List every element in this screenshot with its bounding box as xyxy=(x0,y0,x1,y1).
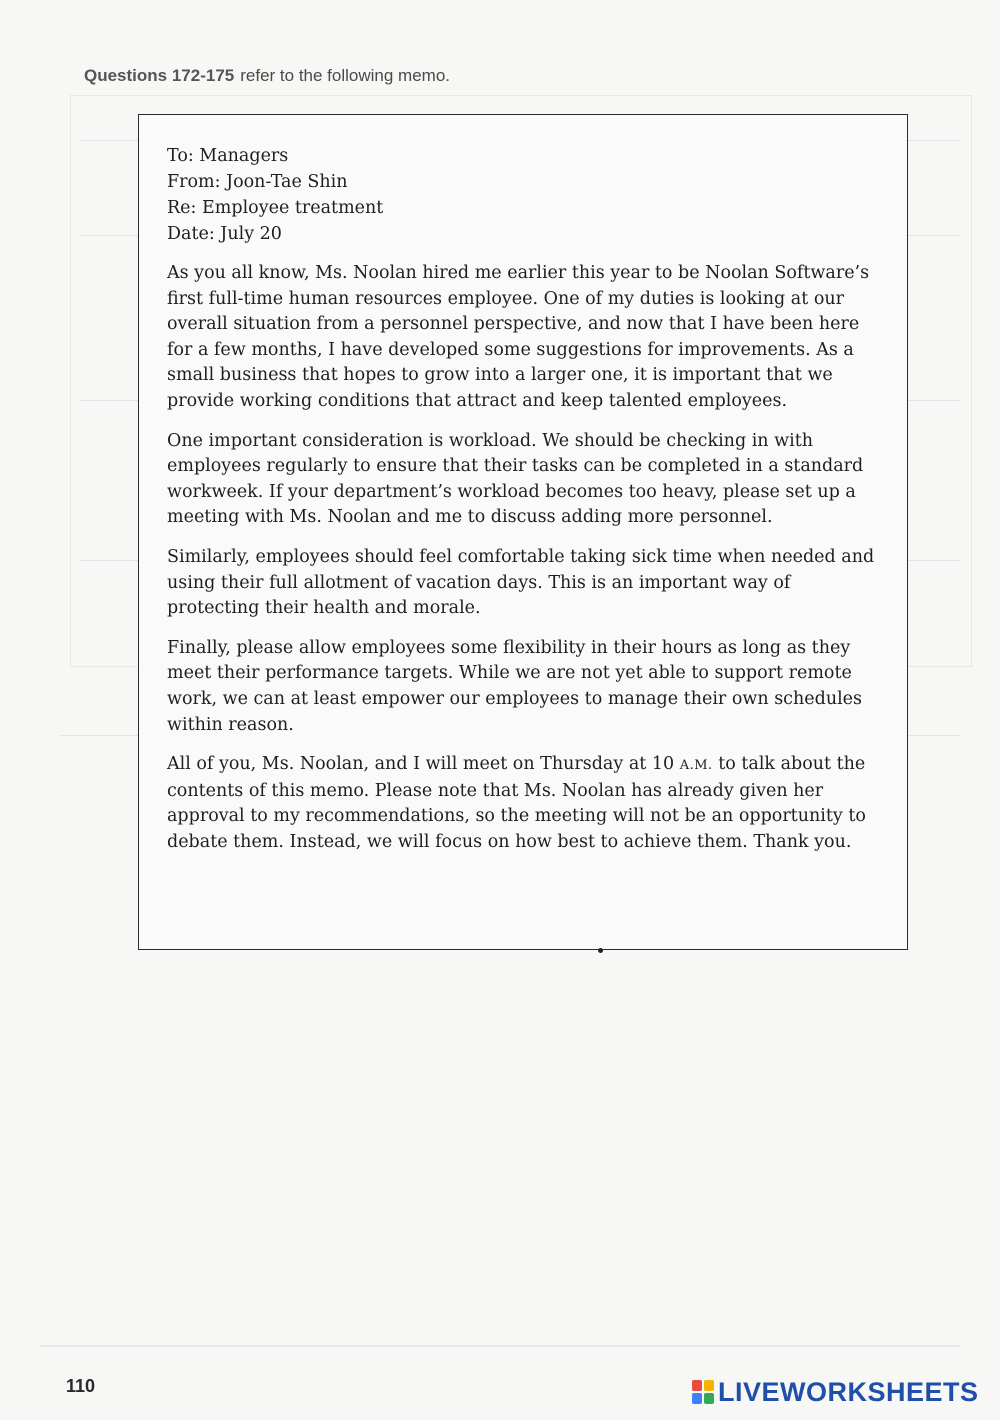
logo-tile-red xyxy=(692,1380,702,1391)
liveworksheets-brand xyxy=(692,1377,979,1407)
page-dot-mark xyxy=(598,948,603,953)
memo-paragraph-5 xyxy=(167,752,879,855)
memo-box xyxy=(138,114,908,950)
logo-tile-green xyxy=(704,1393,714,1404)
footer-rule xyxy=(40,1345,960,1347)
memo-paragraph-4: Finally, please allow employees some flexibility in their hours as long as they meet their performance targets. While we are not yet able to support remote work, we can at least empower our employees to manage their own schedules within reason. xyxy=(167,637,863,735)
memo-paragraph-3: Similarly, employees should feel comfortable taking sick time when needed and using their full allotment of vacation days. This is an important way of protecting their health and morale. xyxy=(167,546,875,619)
question-heading xyxy=(84,66,450,86)
brand-name: LIVEWORKSHEETS xyxy=(718,1376,979,1407)
memo-to: To: Managers xyxy=(167,146,289,166)
memo-subject: Re: Employee treatment xyxy=(167,198,384,218)
question-range: Questions 172-175 xyxy=(84,66,235,85)
question-instruction: refer to the following memo. xyxy=(240,66,451,85)
memo-paragraph-5-start: All of you, Ms. Noolan, and I will meet on Thursday at 10 xyxy=(167,754,680,775)
memo-time-suffix: A.M. xyxy=(679,758,713,774)
memo-date: Date: July 20 xyxy=(167,224,282,244)
liveworksheets-logo-icon xyxy=(692,1380,714,1404)
logo-tile-blue xyxy=(692,1393,702,1404)
page-number: 110 xyxy=(66,1376,96,1396)
memo-paragraph-1: As you all know, Ms. Noolan hired me earlier this year to be Noolan Software’s first full-time human resources employee. One of my duties is looking at our overall situation from a personnel perspective, and now that I have been here for a few months, I have developed some suggestions for improvements. As a small business that hopes to grow into a larger one, it is important that we provide working conditions that attract and keep talented employees. xyxy=(167,263,870,411)
memo-content xyxy=(167,143,879,855)
memo-paragraph-2: One important consideration is workload. We should be checking in with employees regularly to ensure that their tasks can be completed in a standard workweek. If your department’s workload becomes too heavy, please set up a meeting with Ms. Noolan and me to discuss adding more personnel. xyxy=(167,430,864,528)
memo-from: From: Joon-Tae Shin xyxy=(167,172,348,192)
logo-tile-yellow xyxy=(704,1380,714,1391)
memo-paragraph-5-end: to talk about the contents of this memo. Please note that Ms. Noolan has already given her approval to my recommendations, so the meeting will not be an opportunity to debate them. Instead, we will focus on how best to achieve them. Thank you. xyxy=(167,754,866,852)
